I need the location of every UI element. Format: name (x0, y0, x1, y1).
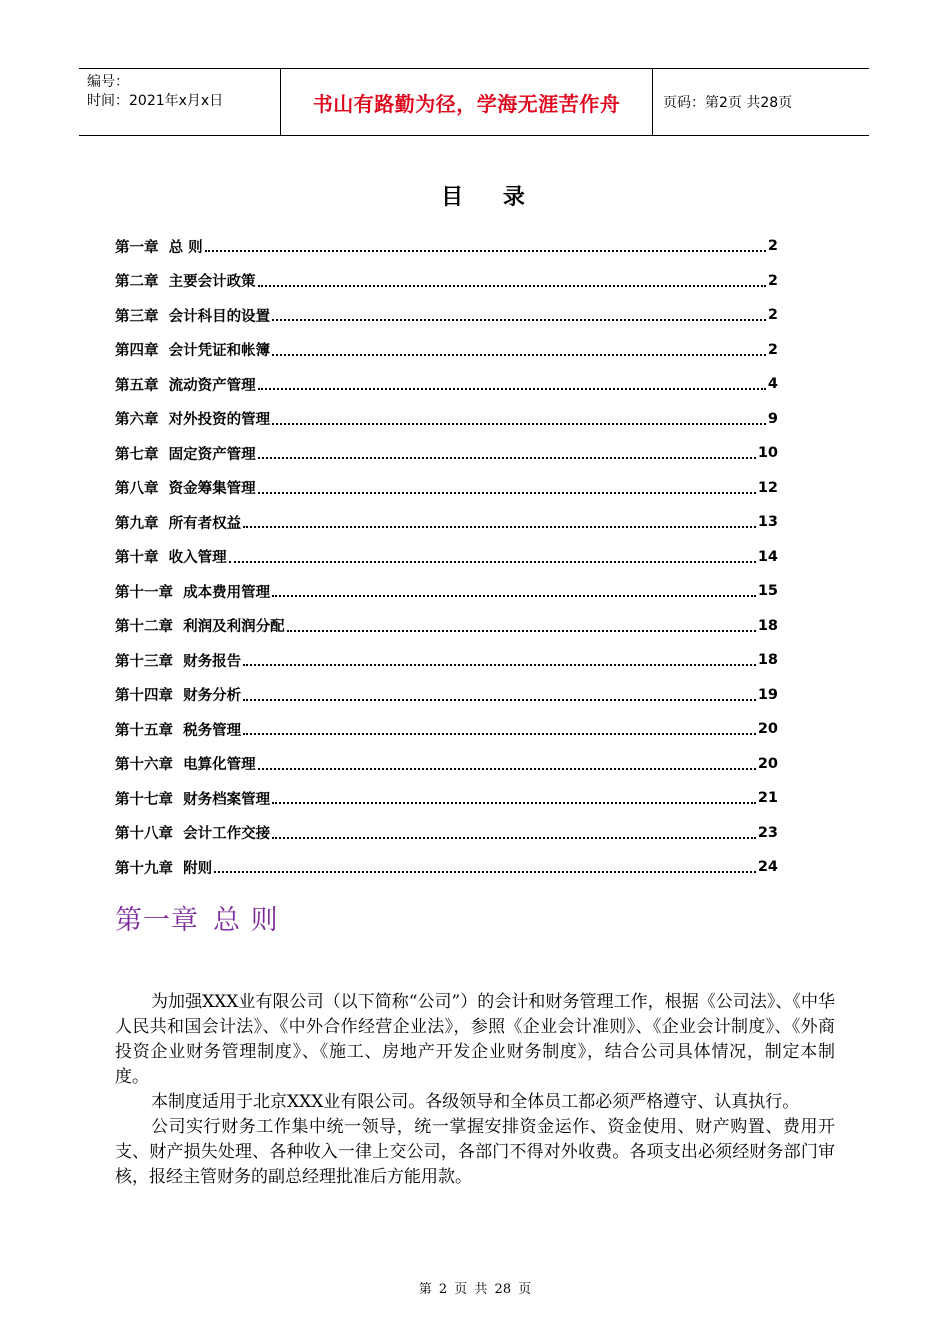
toc-entry-page: 2 (767, 272, 778, 289)
toc-entry-label: 第十六章 电算化管理 (115, 757, 256, 774)
toc-entry-label: 第十四章 财务分析 (115, 688, 242, 705)
chapter-heading (115, 898, 279, 937)
toc-entry-label: 第十二章 利润及利润分配 (115, 619, 285, 636)
toc-entry-label: 第九章 所有者权益 (115, 515, 242, 532)
toc-entry-page: 14 (757, 548, 778, 565)
toc-entry-page: 4 (767, 376, 778, 393)
chapter-number: 第一章 (115, 905, 199, 936)
toc-entry-page: 9 (767, 410, 778, 427)
toc-entry[interactable] (115, 747, 778, 782)
body-paragraph: 为加强XXX业有限公司（以下简称“公司”）的会计和财务管理工作，根据《公司法》、《中华人民共和国会计法》、《中外合作经营企业法》，参照《企业会计准则》、《企业会计制度》、《外商投资企业财务管理制度》、《施工、房地产开发企业财务制度》，结合公司具体情况，制定本制度。 (115, 992, 835, 1087)
toc-entry-page: 10 (757, 445, 778, 462)
toc-entry-label: 第十八章 会计工作交接 (115, 826, 271, 843)
toc-entry[interactable] (115, 781, 778, 816)
toc-leader-dots (272, 319, 766, 321)
toc-entry[interactable] (115, 229, 778, 264)
toc-leader-dots (272, 354, 766, 356)
toc-entry[interactable] (115, 540, 778, 575)
header-left-cell (79, 69, 281, 135)
toc-entry-page: 13 (757, 514, 778, 531)
toc-entry[interactable] (115, 678, 778, 713)
header-motto: 书山有路勤为径，学海无涯苦作舟 (281, 69, 653, 135)
toc-entry-page: 2 (767, 307, 778, 324)
toc-entry-label: 第十一章 成本费用管理 (115, 584, 271, 601)
toc-entry-label: 第十七章 财务档案管理 (115, 791, 271, 808)
toc-entry-label: 第三章 会计科目的设置 (115, 308, 271, 325)
toc-entry-page: 23 (757, 824, 778, 841)
toc-entry-label: 第四章 会计凭证和帐簿 (115, 343, 271, 360)
chapter-title: 总 则 (213, 905, 279, 936)
document-number-label: 编号： (87, 74, 129, 90)
toc-entry-label: 第十九章 附则 (115, 860, 213, 877)
toc-leader-dots (258, 492, 756, 494)
toc-leader-dots (258, 768, 756, 770)
toc-entry[interactable] (115, 609, 778, 644)
toc-leader-dots (287, 630, 756, 632)
toc-leader-dots (229, 561, 756, 563)
toc-leader-dots (243, 664, 756, 666)
toc-leader-dots (205, 250, 766, 252)
toc-entry[interactable] (115, 298, 778, 333)
toc-entry[interactable] (115, 712, 778, 747)
toc-leader-dots (272, 595, 756, 597)
toc-entry-page: 24 (757, 859, 778, 876)
toc-entry-label: 第十五章 税务管理 (115, 722, 242, 739)
toc-leader-dots (272, 837, 756, 839)
page-footer: 第 2 页 共 28 页 (418, 1282, 532, 1297)
toc-entry-label: 第五章 流动资产管理 (115, 377, 256, 394)
toc-entry-page: 2 (767, 341, 778, 358)
toc-entry[interactable] (115, 333, 778, 368)
toc-entry-page: 19 (757, 686, 778, 703)
toc-entry-page: 15 (757, 583, 778, 600)
toc-leader-dots (272, 423, 766, 425)
toc-entry[interactable] (115, 402, 778, 437)
toc-entry-label: 第一章 总 则 (115, 239, 203, 256)
chapter-body (115, 990, 835, 1190)
toc-entry-page: 20 (757, 721, 778, 738)
toc-entry[interactable] (115, 505, 778, 540)
toc-title: 目 录 (441, 185, 541, 210)
toc-entry-label: 第八章 资金筹集管理 (115, 481, 256, 498)
document-time-label: 时间：2021年x月x日 (87, 93, 224, 109)
toc-leader-dots (272, 802, 756, 804)
body-paragraph: 公司实行财务工作集中统一领导，统一掌握安排资金运作、资金使用、财产购置、费用开支、财产损失处理、各种收入一律上交公司，各部门不得对外收费。各项支出必须经财务部门审核，报经主管财务的副总经理批准后方能用款。 (115, 1117, 835, 1187)
toc-entry-label: 第七章 固定资产管理 (115, 446, 256, 463)
toc-entry[interactable] (115, 367, 778, 402)
toc-leader-dots (243, 526, 756, 528)
toc-entry-page: 18 (757, 617, 778, 634)
toc-entry-page: 21 (757, 790, 778, 807)
body-paragraph: 本制度适用于北京XXX业有限公司。各级领导和全体员工都必须严格遵守、认真执行。 (151, 1092, 800, 1112)
page-header (79, 68, 869, 136)
toc-entry[interactable] (115, 643, 778, 678)
toc-entry[interactable] (115, 574, 778, 609)
toc-entry-label: 第六章 对外投资的管理 (115, 412, 271, 429)
toc-entry[interactable] (115, 471, 778, 506)
toc-leader-dots (258, 388, 766, 390)
toc-leader-dots (258, 285, 766, 287)
toc-leader-dots (214, 871, 756, 873)
table-of-contents (115, 229, 778, 885)
toc-leader-dots (258, 457, 756, 459)
toc-entry[interactable] (115, 264, 778, 299)
toc-entry-label: 第二章 主要会计政策 (115, 274, 256, 291)
toc-entry[interactable] (115, 816, 778, 851)
toc-entry-label: 第十三章 财务报告 (115, 653, 242, 670)
header-page-info: 页码：第2页 共28页 (663, 95, 793, 111)
toc-entry[interactable] (115, 436, 778, 471)
toc-leader-dots (243, 699, 756, 701)
toc-leader-dots (243, 733, 756, 735)
toc-entry-page: 20 (757, 755, 778, 772)
toc-entry-page: 2 (767, 238, 778, 255)
toc-entry[interactable] (115, 850, 778, 885)
toc-entry-page: 12 (757, 479, 778, 496)
toc-entry-page: 18 (757, 652, 778, 669)
toc-entry-label: 第十章 收入管理 (115, 550, 227, 567)
